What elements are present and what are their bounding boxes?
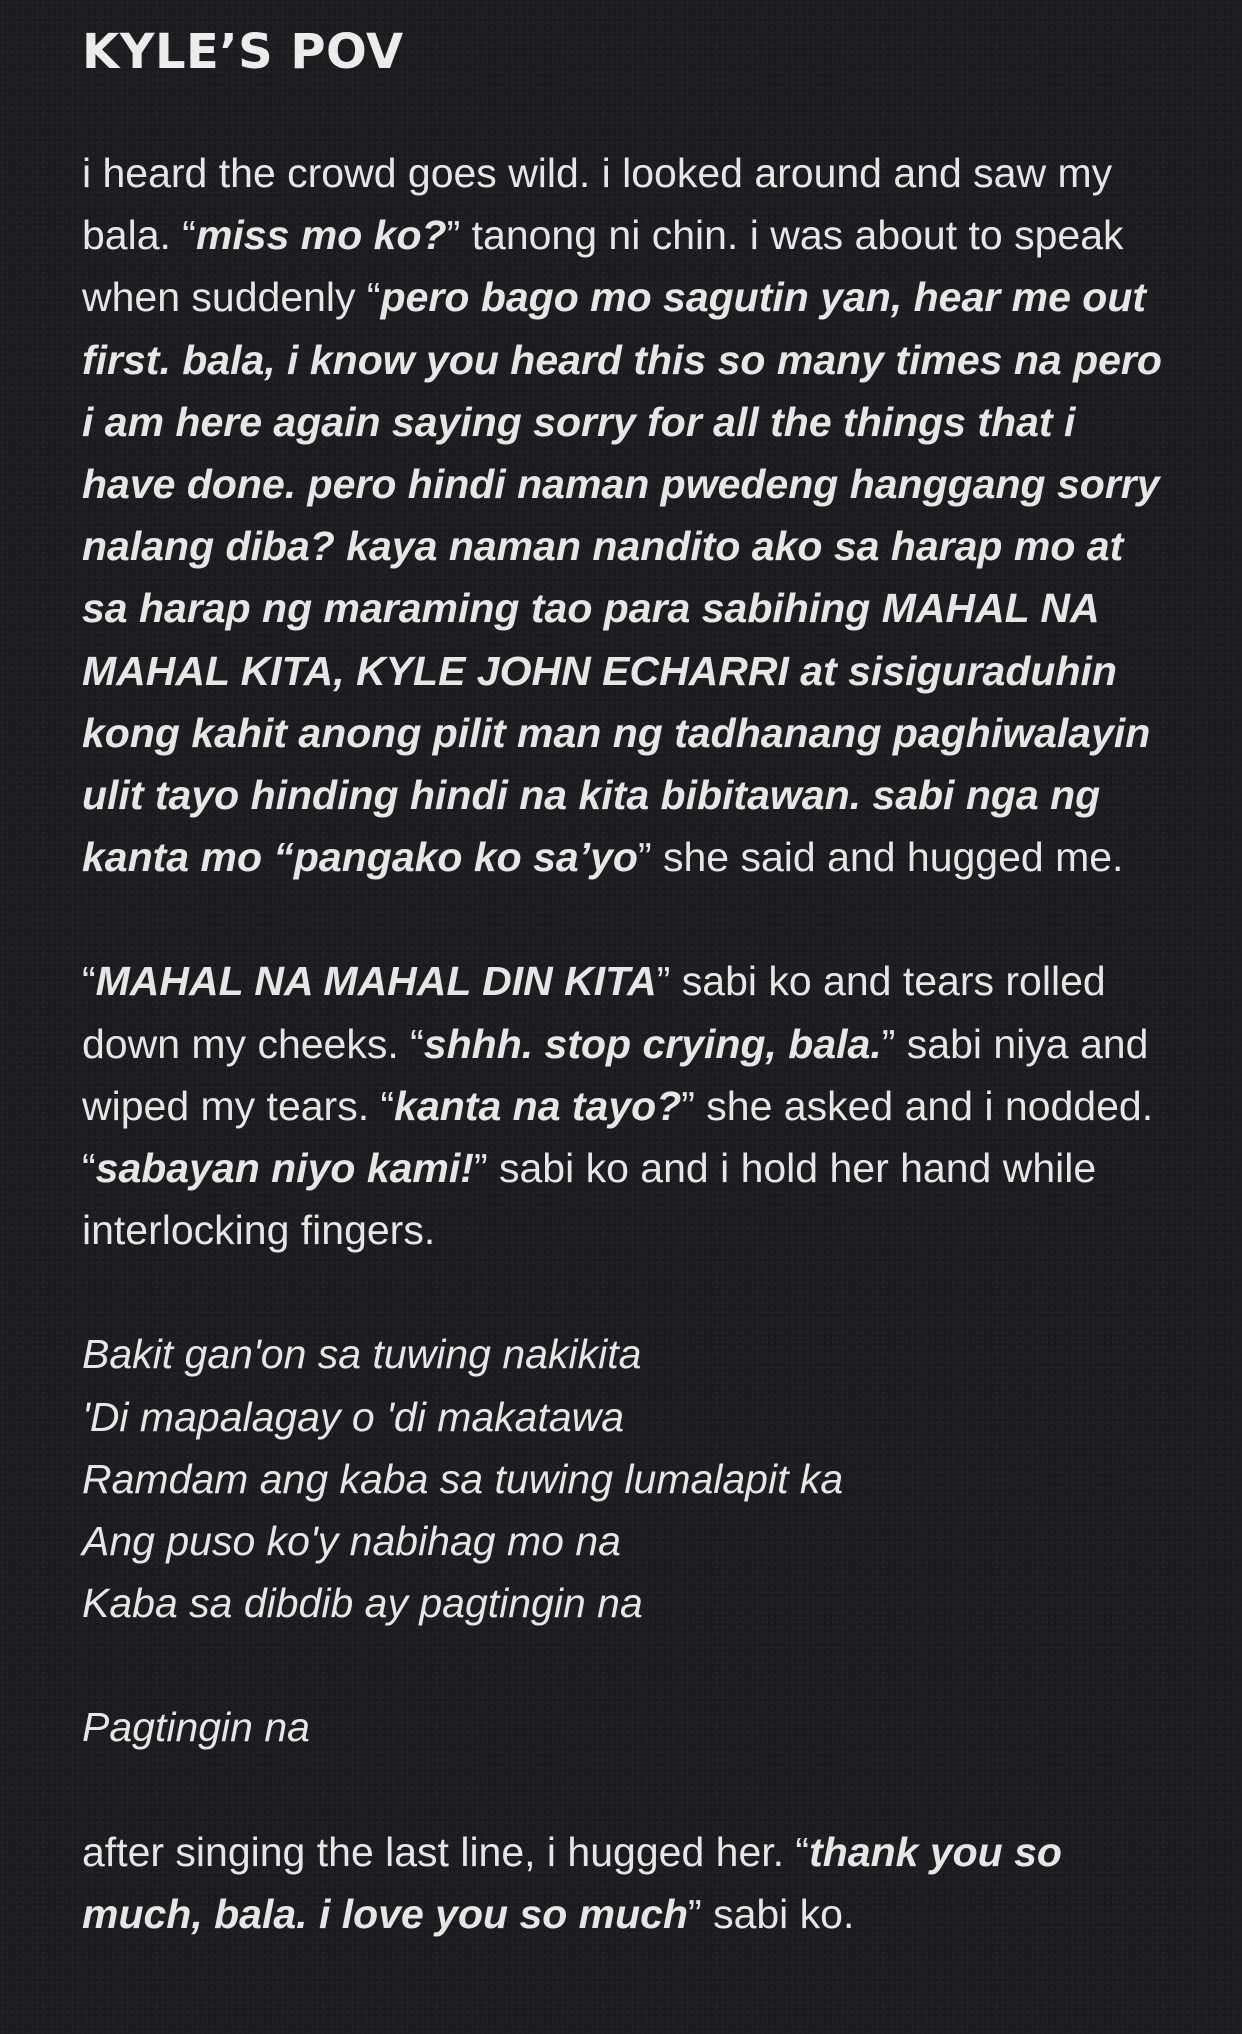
paragraph-gap — [82, 1759, 1172, 1821]
dialogue-span: kanta na tayo? — [394, 1082, 682, 1129]
paragraph-2 — [82, 950, 1172, 1261]
text-span: ” sabi ko. — [688, 1890, 855, 1937]
paragraph-gap — [82, 1261, 1172, 1323]
dialogue-span: miss mo ko? — [195, 212, 447, 259]
text-span: ” tanong ni chin. i was about to speak when suddenly “ — [82, 212, 1124, 321]
dialogue-span: pero bago mo sagutin yan, hear me out first. bala, i know you heard this so many times na pero i am here again saying sorry for all the things that i have done. pero hindi naman pwedeng hanggang sorry nalang diba? kaya naman nandito ako sa harap mo at sa harap ng maraming tao para sabihing MAHAL NA MAHAL KITA, KYLE JOHN ECHARRI at sisiguraduhin kong kahit anong pilit man ng tadhanang paghiwalayin ulit tayo hinding hindi na kita bibitawan. sabi nga ng kanta mo “pangako ko sa’yo — [82, 274, 1162, 881]
dialogue-span: shhh. stop crying, bala. — [423, 1020, 882, 1067]
dialogue-span: sabayan niyo kami! — [95, 1145, 474, 1192]
text-span: ” she said and hugged me. — [637, 834, 1124, 881]
page-title: KYLE’S POV — [82, 24, 404, 80]
text-span: ” sabi ko and tears rolled down my cheeks. “ — [82, 958, 1106, 1067]
text-span: ” she asked and i nodded. “ — [82, 1082, 1154, 1192]
lyric-line: 'Di mapalagay o 'di makatawa — [82, 1393, 625, 1440]
lyric-line: Bakit gan'on sa tuwing nakikita — [82, 1331, 642, 1378]
lyric-line: Kaba sa dibdib ay pagtingin na — [82, 1580, 643, 1627]
lyric-line: Ramdam ang kaba sa tuwing lumalapit ka — [82, 1455, 844, 1502]
text-span: ” sabi ko and i hold her hand while interlocking fingers. — [82, 1145, 1097, 1254]
paragraph-gap — [82, 888, 1172, 950]
note-body — [82, 18, 1172, 1945]
paragraph-3 — [82, 1821, 1172, 1945]
lyric-line: Ang puso ko'y nabihag mo na — [82, 1518, 621, 1565]
dialogue-span: thank you so much, bala. i love you so much — [82, 1828, 1062, 1937]
paragraph-gap — [82, 1634, 1172, 1696]
text-span: after singing the last line, i hugged her. “ — [82, 1828, 810, 1875]
refrain-line: Pagtingin na — [82, 1704, 310, 1751]
text-span: “ — [82, 958, 96, 1005]
text-span: i heard the crowd goes wild. i looked around and saw my bala. “ — [82, 150, 1113, 259]
paragraph-1 — [82, 142, 1172, 888]
dialogue-span: MAHAL NA MAHAL DIN KITA — [95, 958, 657, 1005]
text-span: ” sabi niya and wiped my tears. “ — [82, 1020, 1149, 1129]
